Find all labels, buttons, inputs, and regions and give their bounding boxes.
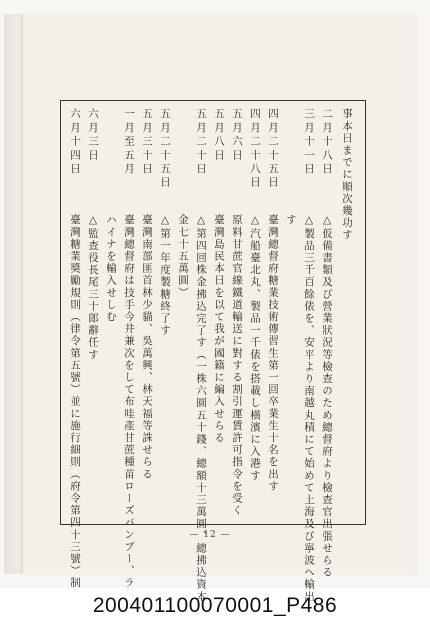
entry-date: 五月二十日 xyxy=(195,108,207,177)
entry-date: 三月十一日 xyxy=(303,108,315,177)
entry-date: 六月十四日 xyxy=(69,108,81,177)
entry-text: 臺灣南部匪首林少貓、吳萬興、林天福等誅せらる xyxy=(141,214,153,481)
entry-text: 臺灣糖業奬勵規則（律令第五號）並に施行細則（府令第四十三號）制 xyxy=(69,214,81,590)
entry-date: 二月十八日 xyxy=(321,108,333,177)
entry-text: △仮備書類及び營業狀況等檢查のため總督府より檢查官出張せらる xyxy=(321,214,333,579)
entry-text-cont: 金七十五萬圓） xyxy=(177,214,189,299)
entry-date: 六月三日 xyxy=(87,108,99,163)
entry-date: 五月八日 xyxy=(213,108,225,163)
entry-text: 臺灣總督府糖業技術傳習生第一回卒業生十名を出す xyxy=(267,214,279,493)
entry-text: 原料甘蔗官線鐵道輸送に對する割引運賃許可指令を受く xyxy=(231,214,243,517)
entry-date: 四月二十五日 xyxy=(267,108,279,191)
book-gutter xyxy=(4,14,22,574)
entry-text: △第一年度製糖終了す xyxy=(159,214,171,337)
entry-date: 五月六日 xyxy=(231,108,243,163)
entry-date: 四月二十八日 xyxy=(249,108,261,191)
page-number: — 12 — xyxy=(189,530,231,540)
entry-text: 臺灣島民本日を以て我が國籍に編入せらる xyxy=(213,214,225,444)
entry-text-cont: ハイナを輸入せしむ xyxy=(105,214,117,323)
entry-text: △第四回株金拂込完了す（一株六圓五十錢、總額十三萬圓、總拂込資本 xyxy=(195,214,207,603)
header-line: 事本日までに順次幾功す xyxy=(341,108,353,242)
entry-date: 五月二十五日 xyxy=(159,108,171,191)
entry-text: 臺灣總督府は技手今井兼次をして布哇產甘蔗種苗ローズバンブー、ラ xyxy=(123,214,135,590)
entry-date: 一月至五月 xyxy=(123,108,135,177)
entry-date: 五月三十日 xyxy=(141,108,153,177)
image-caption: 200401100070001_P486 xyxy=(92,594,338,617)
entry-text: △製品三千百餘俵を、安平より南越丸積にて始めて上海及び寧波へ輸出 xyxy=(303,214,315,603)
entry-text-cont: す xyxy=(285,214,297,227)
entry-text: △監查役長尾三十郎辭任す xyxy=(87,214,99,361)
entry-text: △汽船臺北丸、製品一千俵を搭載し橫濱に入港す xyxy=(249,214,261,482)
